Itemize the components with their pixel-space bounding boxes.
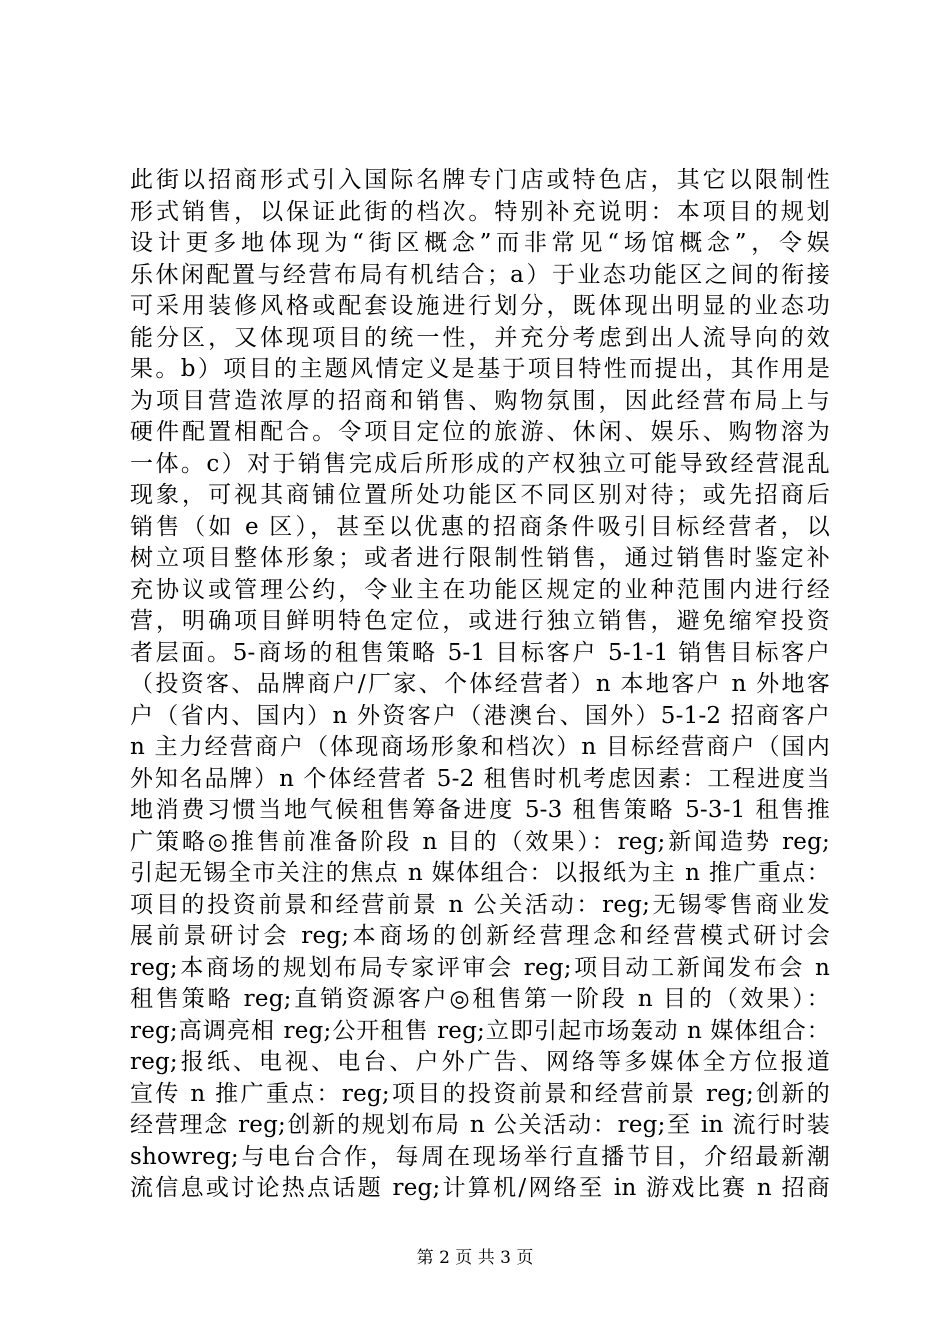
text-line: （投资客、品牌商户/厂家、个体经营者）n 本地客户 n 外地客 [130,671,830,697]
text-line: 乐休闲配置与经营布局有机结合；a）于业态功能区之间的衔接 [130,261,830,288]
text-line: 项目的投资前景和经营前景 n 公关活动：reg;无锡零售商业发 [130,891,830,918]
text-line: 销售（如 e 区），甚至以优惠的招商条件吸引目标经营者，以 [130,513,830,540]
text-line: 流信息或讨论热点话题 reg;计算机/网络至 in 游戏比赛 n 招商 [130,1175,830,1201]
text-line: 果。b）项目的主题风情定义是基于项目特性而提出，其作用是 [130,356,830,382]
text-line: 设计更多地体现为“街区概念”而非常见“场馆概念”，令娱 [130,230,830,256]
text-line: showreg;与电台合作，每周在现场举行直播节目，介绍最新潮 [130,1143,830,1170]
text-line: 树立项目整体形象；或者进行限制性销售，通过销售时鉴定补 [130,545,830,571]
text-line: 外知名品牌）n 个体经营者 5-2 租售时机考虑因素：工程进度当 [130,765,830,792]
text-line: 现象，可视其商铺位置所处功能区不同区别对待；或先招商后 [130,482,830,508]
text-line: reg;高调亮相 reg;公开租售 reg;立即引起市场轰动 n 媒体组合： [130,1017,830,1044]
text-line: 引起无锡全市关注的焦点 n 媒体组合：以报纸为主 n 推广重点： [130,860,830,886]
text-line: 可采用装修风格或配套设施进行划分，既体现出明显的业态功 [130,293,830,319]
text-line: 营，明确项目鲜明特色定位，或进行独立销售，避免缩窄投资 [130,608,830,634]
text-line: 能分区，又体现项目的统一性，并充分考虑到出人流导向的效 [130,324,830,351]
text-line: reg;本商场的规划布局专家评审会 reg;项目动工新闻发布会 n [130,954,830,981]
text-line: reg;报纸、电视、电台、户外广告、网络等多媒体全方位报道 [130,1049,830,1075]
text-line: 充协议或管理公约，令业主在功能区规定的业种范围内进行经 [130,576,830,603]
text-line: 形式销售，以保证此街的档次。特别补充说明：本项目的规划 [130,198,830,225]
text-line: 租售策略 reg;直销资源客户◎租售第一阶段 n 目的（效果）： [130,986,830,1012]
text-line: 为项目营造浓厚的招商和销售、购物氛围，因此经营布局上与 [130,387,830,414]
text-line: 经营理念 reg;创新的规划布局 n 公关活动：reg;至 in 流行时装 [130,1112,830,1138]
body-text [130,165,830,1205]
text-line: 宣传 n 推广重点：reg;项目的投资前景和经营前景 reg;创新的 [130,1080,830,1107]
text-line: 一体。c）对于销售完成后所形成的产权独立可能导致经营混乱 [130,450,830,477]
text-line: 广策略◎推售前准备阶段 n 目的（效果）：reg;新闻造势 reg; [130,828,830,855]
text-line: 此街以招商形式引入国际名牌专门店或特色店，其它以限制性 [130,167,830,193]
text-line: 硬件配置相配合。令项目定位的旅游、休闲、娱乐、购物溶为 [130,419,830,445]
text-line: 户（省内、国内）n 外资客户（港澳台、国外）5-1-2 招商客户 [130,702,830,729]
text-line: n 主力经营商户（体现商场形象和档次）n 目标经营商户（国内 [130,734,830,760]
text-line: 展前景研讨会 reg;本商场的创新经营理念和经营模式研讨会 [130,923,830,949]
text-line: 地消费习惯当地气候租售筹备进度 5-3 租售策略 5-3-1 租售推 [130,797,830,823]
page-footer: 第 2 页 共 3 页 [416,1248,534,1268]
text-line: 者层面。5-商场的租售策略 5-1 目标客户 5-1-1 销售目标客户 [130,639,830,666]
